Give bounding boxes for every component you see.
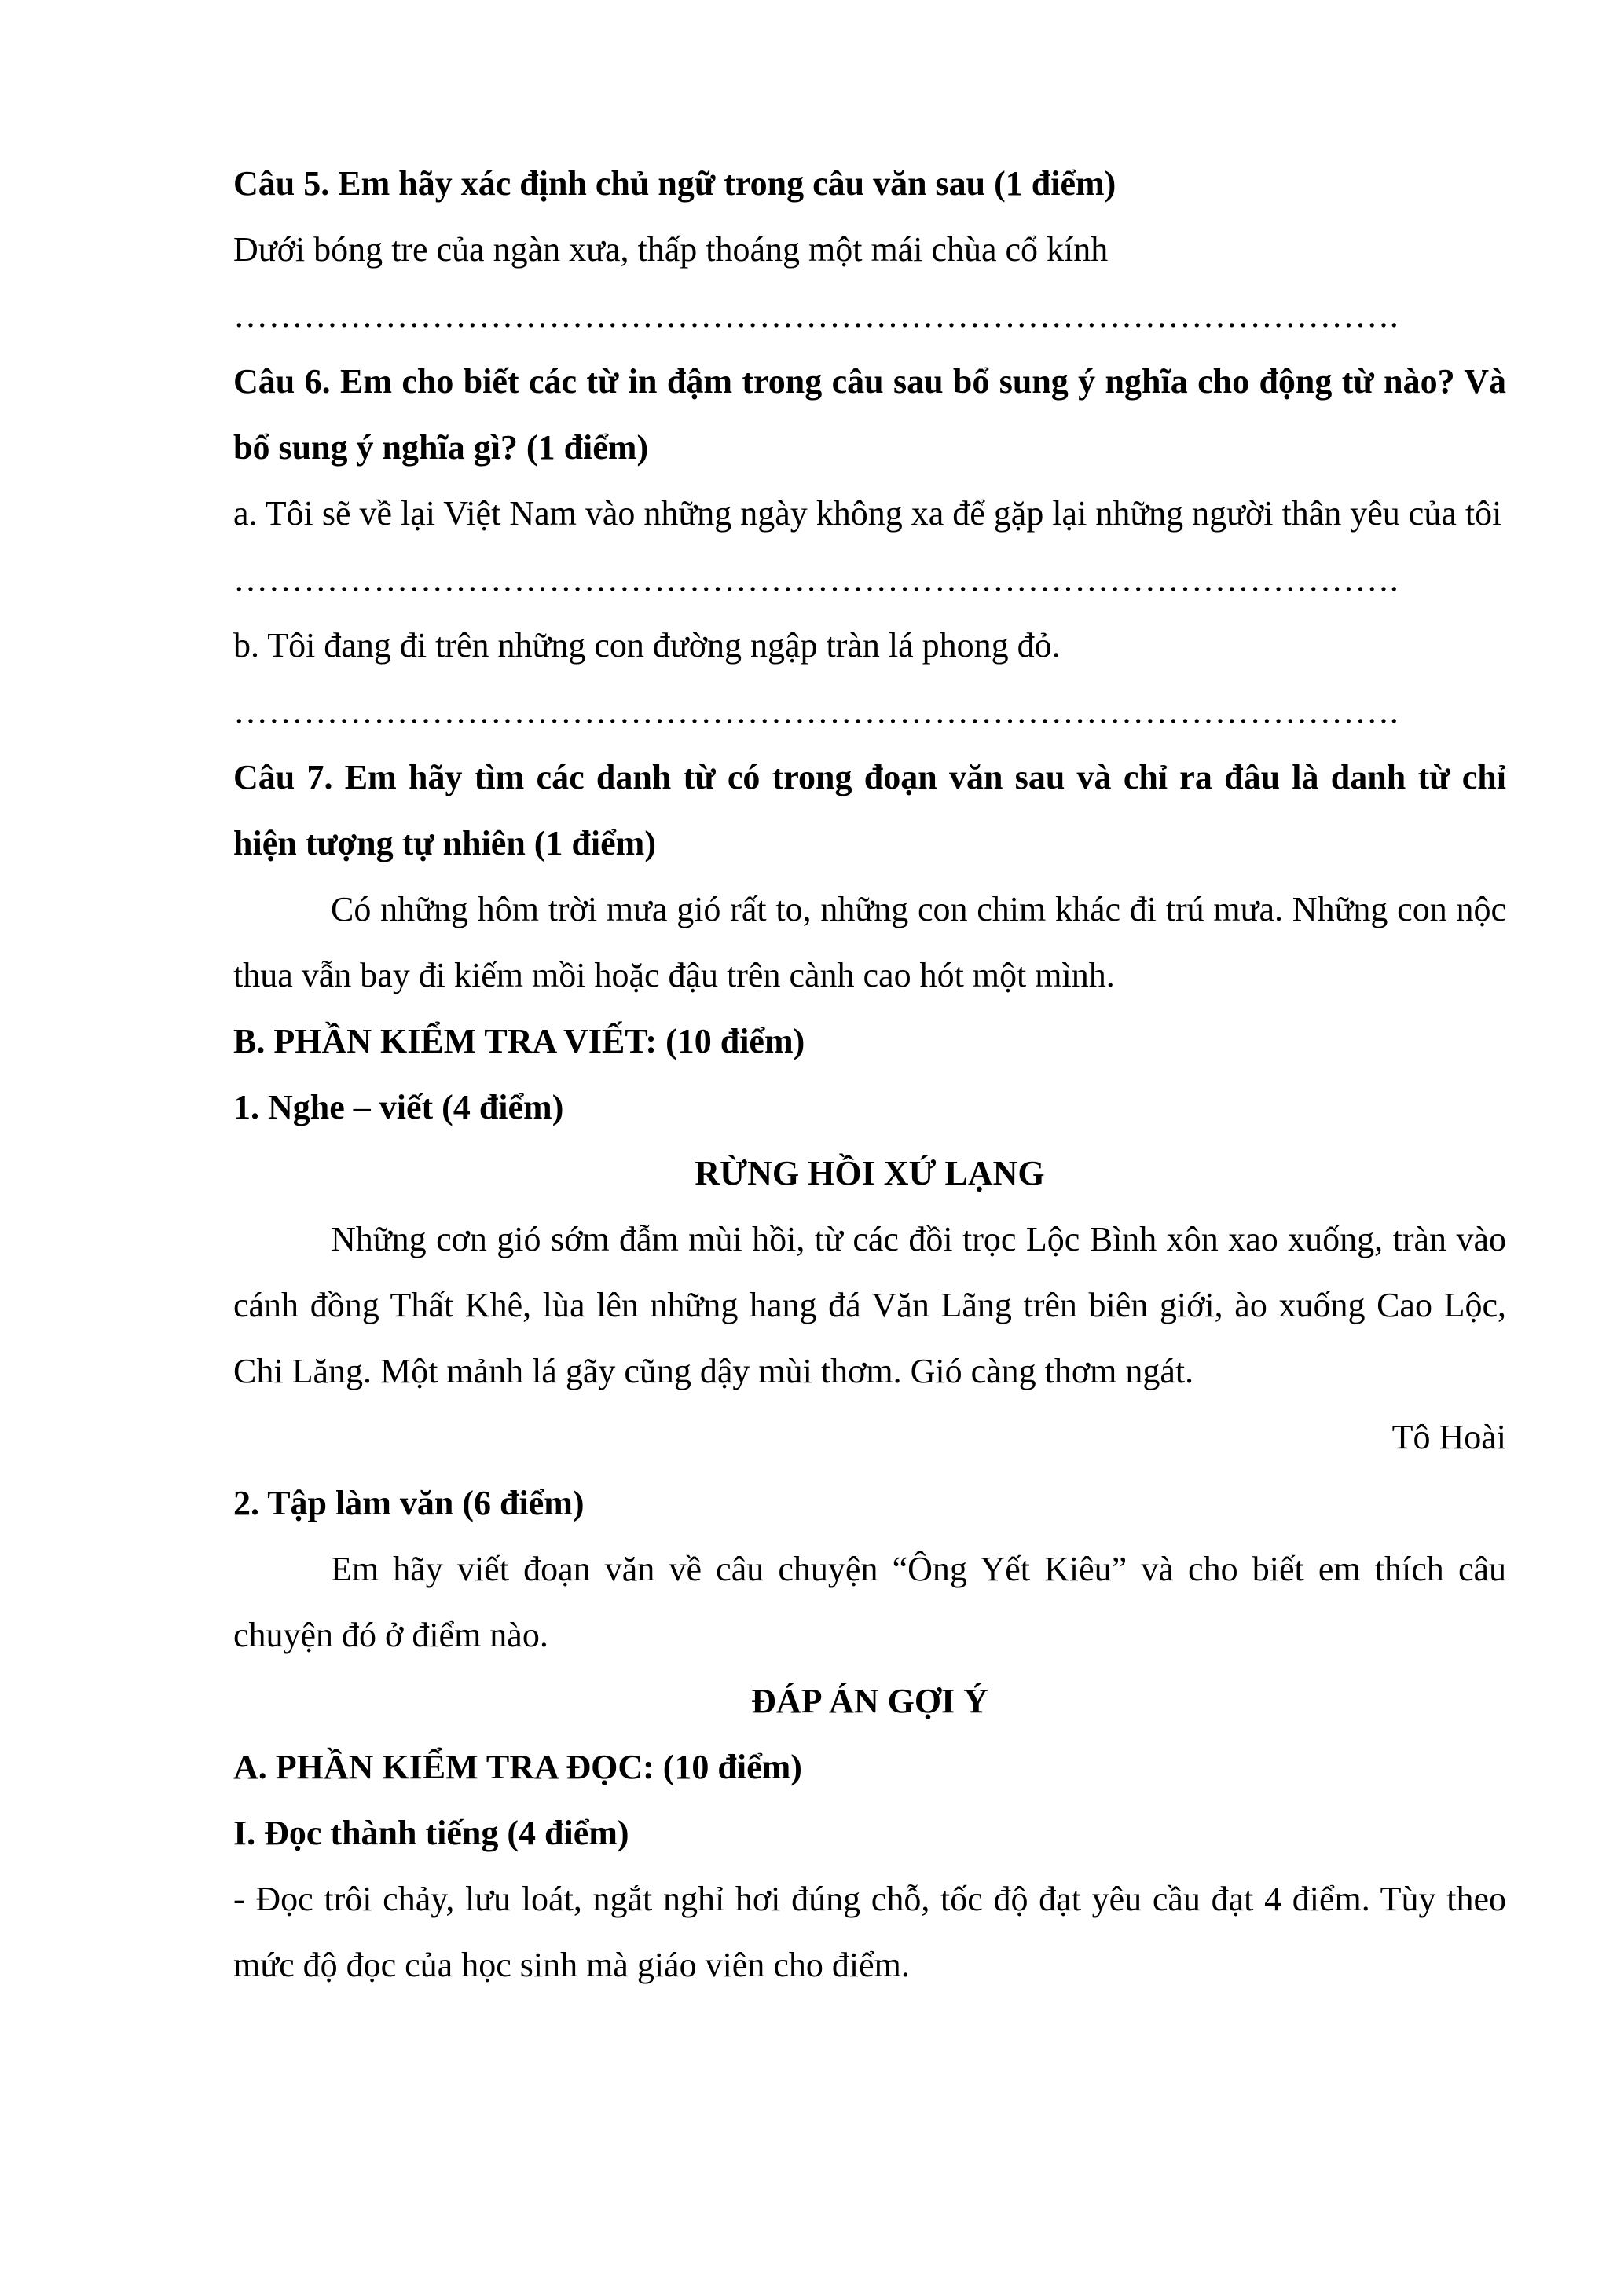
reading-aloud-heading: I. Đọc thành tiếng (4 điểm)	[233, 1814, 629, 1852]
dictation-author: Tô Hoài	[1391, 1418, 1506, 1456]
part-b-heading: B. PHẦN KIỂM TRA VIẾT: (10 điểm)	[233, 1022, 805, 1060]
question-5-sentence: Dưới bóng tre của ngàn xưa, thấp thoáng một mái chùa cổ kính	[233, 230, 1109, 269]
essay-heading: 2. Tập làm văn (6 điểm)	[233, 1484, 585, 1522]
answer-line: ……………………………………………………………………………………….	[233, 560, 1399, 599]
dictation-title: RỪNG HỒI XỨ LẠNG	[695, 1154, 1045, 1192]
question-7-passage: Có những hôm trời mưa gió rất to, những con chim khác đi trú mưa. Những con nộc thua vẫn bay đi kiếm mồi hoặc đậu trên cành cao hót một mình.	[233, 890, 1506, 994]
question-6-title: Câu 6. Em cho biết các từ in đậm trong câu sau bổ sung ý nghĩa cho động từ nào? Và bổ sung ý nghĩa gì? (1 điểm)	[233, 362, 1506, 467]
answer-key-heading: ĐÁP ÁN GỢI Ý	[751, 1682, 988, 1720]
answer-part-a-heading: A. PHẦN KIỂM TRA ĐỌC: (10 điểm)	[233, 1748, 802, 1786]
question-6-sentence-a: a. Tôi sẽ về lại Việt Nam vào những ngày không xa để gặp lại những người thân yêu của tôi	[233, 494, 1502, 533]
answer-line: ……………………………………………………………………………………….	[233, 296, 1399, 335]
question-7-title: Câu 7. Em hãy tìm các danh từ có trong đoạn văn sau và chỉ ra đâu là danh từ chỉ hiện tượng tự nhiên (1 điểm)	[233, 758, 1506, 862]
question-6-sentence-b: b. Tôi đang đi trên những con đường ngập tràn lá phong đỏ.	[233, 626, 1061, 665]
question-5-title: Câu 5. Em hãy xác định chủ ngữ trong câu văn sau (1 điểm)	[233, 164, 1116, 203]
essay-prompt: Em hãy viết đoạn văn về câu chuyện “Ông Yết Kiêu” và cho biết em thích câu chuyện đó ở điểm nào.	[233, 1550, 1506, 1654]
reading-aloud-criteria: - Đọc trôi chảy, lưu loát, ngắt nghỉ hơi đúng chỗ, tốc độ đạt yêu cầu đạt 4 điểm. Tùy theo mức độ đọc của học sinh mà giáo viên cho điểm.	[233, 1880, 1506, 1984]
document-page	[233, 151, 1506, 1998]
dictation-heading: 1. Nghe – viết (4 điểm)	[233, 1088, 564, 1126]
answer-line: ……………………………………………………………………………………….	[233, 692, 1399, 731]
dictation-text: Những cơn gió sớm đẫm mùi hồi, từ các đồi trọc Lộc Bình xôn xao xuống, tràn vào cánh đồng Thất Khê, lùa lên những hang đá Văn Lãng trên biên giới, ào xuống Cao Lộc, Chi Lăng. Một mảnh lá gãy cũng dậy mùi thơm. Gió càng thơm ngát.	[233, 1220, 1506, 1390]
